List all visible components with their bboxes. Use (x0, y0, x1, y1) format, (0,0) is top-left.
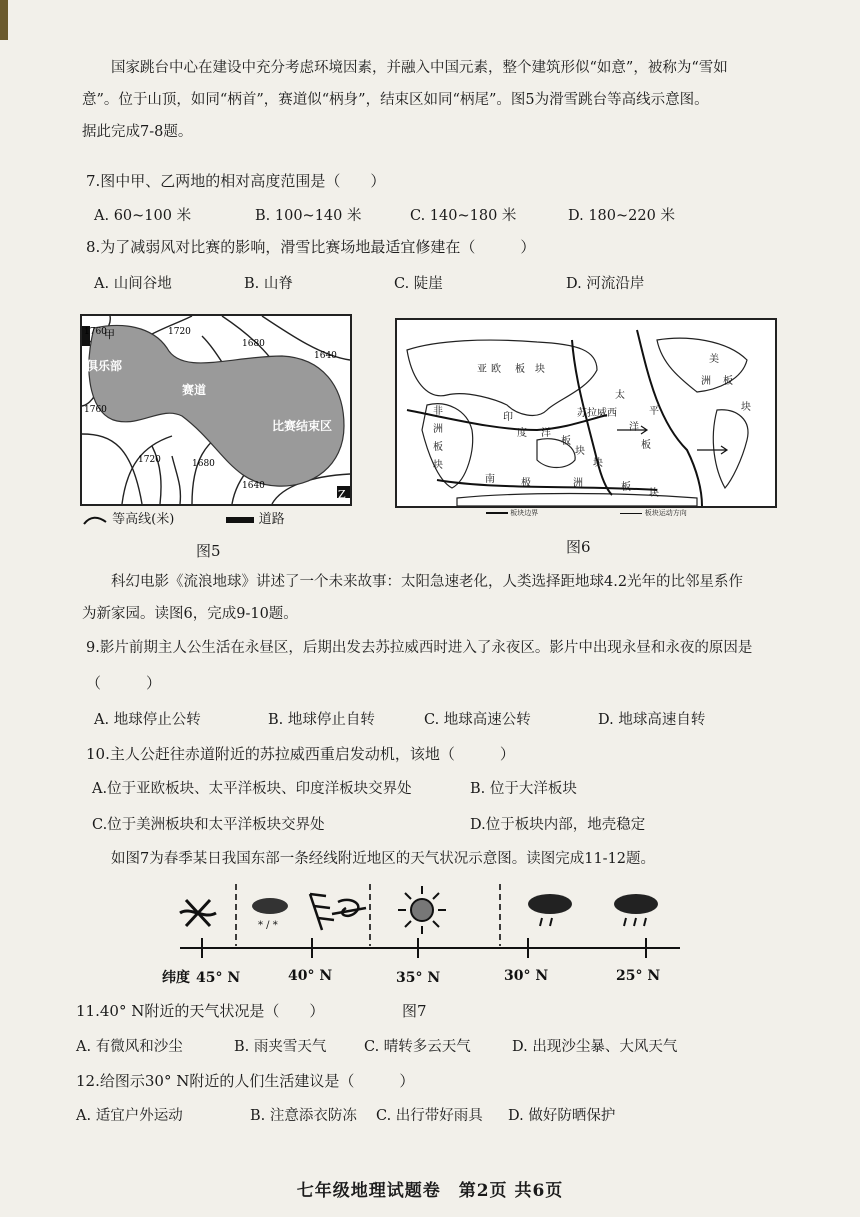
south-america-shape (713, 410, 748, 488)
q12-option-a: A. 适宜户外运动 (76, 1108, 183, 1124)
q7-option-a: A. 60~100 米 (94, 208, 192, 224)
q12-option-c: C. 出行带好雨具 (376, 1108, 483, 1124)
sandstorm-icon (180, 900, 216, 926)
q8-option-c: C. 陡崖 (394, 276, 443, 292)
q10-option-c: C.位于美洲板块和太平洋板块交界处 (92, 817, 325, 833)
fig6-svg (397, 320, 775, 506)
plate-label: 块 (433, 460, 443, 471)
contour-label-1680b: 1680 (192, 459, 215, 469)
figure-5-contour-map (80, 314, 352, 506)
plate-label: 块 (741, 402, 751, 413)
contour-label-1720b: 1720 (138, 455, 161, 465)
plate-label: 块 (575, 446, 585, 457)
lat-tick-45: 45° N (196, 970, 241, 986)
contour-label-1760a: 1760 (84, 327, 107, 337)
plate-label: 洋 (541, 428, 551, 439)
intro1-line1: 国家跳台中心在建设中充分考虑环境因素，并融入中国元素，整个建筑形似“如意”，被称为“雪如 (111, 60, 728, 76)
page-footer: 七年级地理试题卷 第2页 共6页 (296, 1181, 564, 1201)
wind-icon (310, 894, 366, 930)
figure-6-plate-map (395, 318, 777, 508)
boundary-legend-icon (486, 512, 508, 514)
road-legend-icon (226, 517, 254, 523)
q10-option-a: A.位于亚欧板块、太平洋板块、印度洋板块交界处 (92, 781, 412, 797)
fig5-legend (82, 508, 352, 530)
intro1-line3: 据此完成7-8题。 (82, 124, 193, 140)
plate-label: 非 (433, 406, 443, 417)
arrow-legend-icon (620, 513, 642, 514)
question-12-stem: 12.给图示30° N附近的人们生活建议是（ ） (76, 1072, 415, 1090)
q12-option-d: D. 做好防晒保护 (508, 1108, 616, 1124)
lat-tick-30: 30° N (504, 968, 549, 984)
label-club: 俱乐部 (86, 359, 123, 373)
africa-shape (422, 404, 473, 488)
contour-label-1760b: 1760 (84, 405, 107, 415)
label-jia: 甲 (104, 328, 115, 341)
fig5-svg (82, 316, 350, 504)
intro-paragraph-1 (82, 52, 802, 148)
legend-motion-label: 板块运动方向 (644, 509, 687, 517)
plate-label: 极 (521, 478, 531, 489)
figure-7-caption: 图7 (402, 1002, 427, 1020)
plate-label: 板 (723, 376, 733, 387)
antarctica-shape (457, 494, 697, 507)
q12-option-b: B. 注意添衣防冻 (250, 1108, 357, 1124)
q7-option-d: D. 180~220 米 (568, 208, 675, 224)
plate-label: 板 (561, 436, 571, 447)
lat-prefix: 纬度 (162, 970, 190, 986)
q8-option-a: A. 山间谷地 (94, 276, 172, 292)
plate-label: 洲 (701, 376, 711, 387)
plate-label: 板 (621, 482, 631, 493)
q8-option-b: B. 山脊 (244, 276, 293, 292)
contour-label-1640a: 1640 (314, 351, 337, 361)
svg-text:* / *: * / * (258, 920, 278, 931)
contour-legend-icon (82, 514, 108, 526)
latitude-labels (162, 968, 660, 986)
plate-label: 块 (535, 364, 545, 375)
sulawesi-label: 苏拉威西 (577, 408, 617, 419)
q9-option-b: B. 地球停止自转 (268, 712, 375, 728)
q10-option-b: B. 位于大洋板块 (470, 781, 577, 797)
rain-snow-icon (252, 898, 288, 931)
intro2-line2: 为新家园。读图6，完成9-10题。 (82, 606, 298, 622)
plate-label: 板 (515, 364, 525, 375)
intro-paragraph-2 (82, 566, 802, 630)
q8-option-d: D. 河流沿岸 (566, 276, 645, 292)
figure-6-caption: 图6 (566, 538, 591, 556)
figure-7-weather-diagram (160, 880, 700, 990)
moderate-rain-icon (614, 894, 658, 926)
label-finish: 比赛结束区 (272, 419, 333, 433)
fig6-legend (486, 508, 776, 522)
q11-option-a: A. 有微风和沙尘 (76, 1039, 183, 1055)
lat-tick-25: 25° N (616, 968, 661, 984)
legend-road-label: 道路 (258, 512, 285, 527)
question-9-stem: 9.影片前期主人公生活在永昼区，后期出发去苏拉威西时进入了永夜区。影片中出现永昼和永夜的原因是 (86, 640, 753, 656)
plate-label: 块 (593, 458, 603, 469)
contour-label-1640b: 1640 (242, 481, 265, 491)
plate-label: 洋 (629, 422, 639, 433)
plate-label: 板 (433, 442, 443, 453)
q11-option-c: C. 晴转多云天气 (364, 1039, 471, 1055)
intro-paragraph-3: 如图7为春季某日我国东部一条经线附近地区的天气状况示意图。读图完成11-12题。 (111, 851, 656, 867)
label-yi: Z (338, 488, 346, 501)
plate-label: 太 (615, 390, 625, 401)
question-9-blank: （ ） (86, 674, 162, 692)
sunny-icon (398, 886, 446, 934)
plate-label: 南 (485, 474, 495, 485)
fig7-svg (160, 880, 700, 990)
question-10-stem: 10.主人公赶往赤道附近的苏拉威西重启发动机，该地（ ） (86, 745, 515, 763)
label-track: 赛道 (182, 383, 207, 397)
plate-label: 欧 (491, 364, 501, 375)
lat-tick-40: 40° N (288, 968, 333, 984)
question-8-stem: 8.为了减弱风对比赛的影响，滑雪比赛场地最适宜修建在（ ） (86, 238, 536, 256)
question-7-stem: 7.图中甲、乙两地的相对高度范围是（ ） (86, 172, 386, 190)
plate-label: 平 (649, 406, 659, 417)
front-dividers (236, 884, 500, 946)
q7-option-c: C. 140~180 米 (410, 208, 517, 224)
q11-option-d: D. 出现沙尘暴、大风天气 (512, 1039, 678, 1055)
plate-label: 洲 (573, 478, 583, 489)
intro2-line1: 科幻电影《流浪地球》讲述了一个未来故事：太阳急速老化，人类选择距地球4.2光年的比邻星系作 (111, 574, 744, 590)
q9-option-c: C. 地球高速公转 (424, 712, 531, 728)
contour-label-1720a: 1720 (168, 327, 191, 337)
plate-label: 块 (649, 488, 659, 499)
q9-option-d: D. 地球高速自转 (598, 712, 706, 728)
q10-option-d: D.位于板块内部，地壳稳定 (470, 817, 646, 833)
intro1-line2: 意”。位于山顶，如同“柄首”，赛道似“柄身”，结束区如同“柄尾”。图5为滑雪跳台等高线示意图。 (82, 92, 709, 108)
legend-boundary-label: 板块边界 (510, 509, 539, 517)
contour-label-1680a: 1680 (242, 339, 265, 349)
plate-label: 度 (517, 428, 527, 439)
track-shape (89, 325, 344, 486)
q11-option-b: B. 雨夹雪天气 (234, 1039, 327, 1055)
lat-tick-35: 35° N (396, 970, 441, 986)
plate-label: 板 (641, 440, 651, 451)
light-rain-icon (528, 894, 572, 926)
question-11-stem: 11.40° N附近的天气状况是（ ） (76, 1002, 325, 1020)
plate-label: 洲 (433, 424, 443, 435)
plate-label: 亚 (477, 364, 487, 375)
plate-label: 印 (503, 412, 513, 423)
figure-5-caption: 图5 (196, 542, 221, 560)
plate-label: 美 (709, 354, 719, 365)
q9-option-a: A. 地球停止公转 (94, 712, 201, 728)
legend-contour-label: 等高线(米) (112, 512, 175, 527)
binding-edge (0, 0, 8, 40)
q7-option-b: B. 100~140 米 (255, 208, 362, 224)
